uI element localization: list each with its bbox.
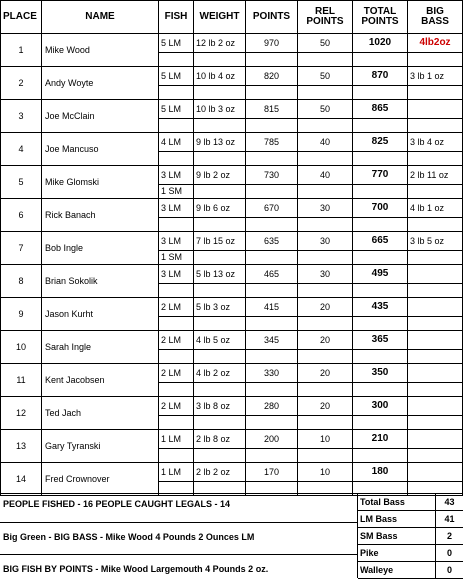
fish-count: 3 LM bbox=[159, 265, 194, 284]
stat-row bbox=[358, 545, 463, 562]
empty-cell bbox=[194, 185, 246, 199]
header-fish: FISH bbox=[159, 1, 194, 34]
empty-cell bbox=[408, 317, 463, 331]
place-cell: 10 bbox=[1, 331, 42, 364]
empty-cell bbox=[353, 449, 408, 463]
stat-row bbox=[358, 511, 463, 528]
stat-label: SM Bass bbox=[360, 531, 398, 541]
angler-name: Joe Mancuso bbox=[42, 133, 159, 166]
stat-value: 0 bbox=[446, 565, 452, 575]
weight-cell: 9 lb 13 oz bbox=[194, 133, 246, 152]
empty-cell bbox=[353, 416, 408, 430]
points-cell: 345 bbox=[246, 331, 298, 350]
empty-cell bbox=[194, 449, 246, 463]
fish-count-secondary bbox=[159, 416, 194, 430]
points-cell: 815 bbox=[246, 100, 298, 119]
place-cell: 6 bbox=[1, 199, 42, 232]
header-total-points bbox=[353, 1, 408, 34]
angler-name: Jason Kurht bbox=[42, 298, 159, 331]
fish-count: 2 LM bbox=[159, 397, 194, 416]
angler-name: Sarah Ingle bbox=[42, 331, 159, 364]
fish-count-secondary bbox=[159, 218, 194, 232]
summary-big-fish-by-points: BIG FISH BY POINTS - Mike Wood Largemouth 4 Pounds 2 oz. bbox=[3, 564, 269, 574]
points-cell: 465 bbox=[246, 265, 298, 284]
big-bass-cell: 3 lb 4 oz bbox=[408, 133, 463, 152]
points-cell: 635 bbox=[246, 232, 298, 251]
fish-count-secondary bbox=[159, 317, 194, 331]
empty-cell bbox=[408, 86, 463, 100]
fish-count: 3 LM bbox=[159, 199, 194, 218]
empty-cell bbox=[194, 383, 246, 397]
total-points-cell: 700 bbox=[353, 199, 408, 218]
table-row bbox=[1, 100, 463, 119]
table-row bbox=[1, 199, 463, 218]
fish-count: 2 LM bbox=[159, 331, 194, 350]
header-big-bass bbox=[408, 1, 463, 34]
points-cell: 670 bbox=[246, 199, 298, 218]
big-bass-cell: 3 lb 1 oz bbox=[408, 67, 463, 86]
points-cell: 970 bbox=[246, 34, 298, 53]
place-cell: 1 bbox=[1, 34, 42, 67]
empty-cell bbox=[246, 152, 298, 166]
rel-points-cell: 10 bbox=[298, 463, 353, 482]
empty-cell bbox=[246, 185, 298, 199]
big-bass-cell bbox=[408, 430, 463, 449]
empty-cell bbox=[408, 449, 463, 463]
empty-cell bbox=[353, 119, 408, 133]
empty-cell bbox=[246, 350, 298, 364]
empty-cell bbox=[408, 350, 463, 364]
big-bass-cell bbox=[408, 364, 463, 383]
stat-row bbox=[358, 528, 463, 545]
total-points-cell: 665 bbox=[353, 232, 408, 251]
header-weight: WEIGHT bbox=[194, 1, 246, 34]
total-points-cell: 770 bbox=[353, 166, 408, 185]
header-rel-points-line2: POINTS bbox=[306, 16, 344, 27]
header-name: NAME bbox=[42, 1, 159, 34]
place-cell: 12 bbox=[1, 397, 42, 430]
empty-cell bbox=[194, 317, 246, 331]
empty-cell bbox=[353, 86, 408, 100]
header-total-points-line1: TOTAL bbox=[363, 6, 397, 17]
empty-cell bbox=[353, 317, 408, 331]
empty-cell bbox=[298, 185, 353, 199]
total-points-cell: 350 bbox=[353, 364, 408, 383]
empty-cell bbox=[298, 152, 353, 166]
empty-cell bbox=[194, 416, 246, 430]
place-cell: 4 bbox=[1, 133, 42, 166]
angler-name: Kent Jacobsen bbox=[42, 364, 159, 397]
big-bass-cell bbox=[408, 397, 463, 416]
place-cell: 9 bbox=[1, 298, 42, 331]
empty-cell bbox=[353, 284, 408, 298]
angler-name: Joe McClain bbox=[42, 100, 159, 133]
rel-points-cell: 50 bbox=[298, 34, 353, 53]
stat-row bbox=[358, 494, 463, 511]
total-points-cell: 495 bbox=[353, 265, 408, 284]
fish-count-secondary bbox=[159, 86, 194, 100]
angler-name: Andy Woyte bbox=[42, 67, 159, 100]
angler-name: Mike Glomski bbox=[42, 166, 159, 199]
rel-points-cell: 40 bbox=[298, 133, 353, 152]
total-points-cell: 870 bbox=[353, 67, 408, 86]
rel-points-cell: 20 bbox=[298, 298, 353, 317]
rel-points-cell: 20 bbox=[298, 331, 353, 350]
empty-cell bbox=[246, 317, 298, 331]
stat-label: LM Bass bbox=[360, 514, 398, 524]
total-points-cell: 825 bbox=[353, 133, 408, 152]
empty-cell bbox=[194, 53, 246, 67]
weight-cell: 9 lb 2 oz bbox=[194, 166, 246, 185]
header-big-bass-line1: BIG bbox=[426, 6, 444, 17]
rel-points-cell: 50 bbox=[298, 100, 353, 119]
points-cell: 330 bbox=[246, 364, 298, 383]
empty-cell bbox=[194, 86, 246, 100]
weight-cell: 3 lb 8 oz bbox=[194, 397, 246, 416]
stat-label: Total Bass bbox=[360, 497, 405, 507]
empty-cell bbox=[408, 53, 463, 67]
rel-points-cell: 30 bbox=[298, 265, 353, 284]
total-points-cell: 180 bbox=[353, 463, 408, 482]
empty-cell bbox=[408, 152, 463, 166]
big-bass-cell: 4lb2oz bbox=[408, 34, 463, 53]
empty-cell bbox=[194, 152, 246, 166]
table-row bbox=[1, 331, 463, 350]
header-rel-points-line1: REL bbox=[315, 6, 335, 17]
fish-count: 4 LM bbox=[159, 133, 194, 152]
big-bass-cell: 4 lb 1 oz bbox=[408, 199, 463, 218]
fish-count: 3 LM bbox=[159, 232, 194, 251]
empty-cell bbox=[353, 218, 408, 232]
table-row bbox=[1, 133, 463, 152]
empty-cell bbox=[298, 284, 353, 298]
table-row bbox=[1, 463, 463, 482]
table-row bbox=[1, 34, 463, 53]
fish-count: 5 LM bbox=[159, 67, 194, 86]
angler-name: Mike Wood bbox=[42, 34, 159, 67]
place-cell: 2 bbox=[1, 67, 42, 100]
table-row bbox=[1, 67, 463, 86]
header-row bbox=[1, 1, 463, 34]
stats-box bbox=[357, 494, 463, 578]
header-points: POINTS bbox=[246, 1, 298, 34]
table-row bbox=[1, 298, 463, 317]
table-row bbox=[1, 364, 463, 383]
empty-cell bbox=[408, 185, 463, 199]
weight-cell: 4 lb 5 oz bbox=[194, 331, 246, 350]
empty-cell bbox=[246, 284, 298, 298]
place-cell: 7 bbox=[1, 232, 42, 265]
rel-points-cell: 50 bbox=[298, 67, 353, 86]
fish-count-secondary bbox=[159, 53, 194, 67]
total-points-cell: 865 bbox=[353, 100, 408, 119]
rel-points-cell: 40 bbox=[298, 166, 353, 185]
fish-count: 5 LM bbox=[159, 100, 194, 119]
angler-name: Fred Crownover bbox=[42, 463, 159, 496]
stat-label: Pike bbox=[360, 548, 379, 558]
points-cell: 730 bbox=[246, 166, 298, 185]
empty-cell bbox=[246, 449, 298, 463]
summary-people-fished: PEOPLE FISHED - 16 PEOPLE CAUGHT LEGALS - 14 bbox=[3, 499, 231, 509]
weight-cell: 5 lb 13 oz bbox=[194, 265, 246, 284]
stat-row bbox=[358, 562, 463, 579]
empty-cell bbox=[353, 152, 408, 166]
empty-cell bbox=[298, 416, 353, 430]
empty-cell bbox=[353, 251, 408, 265]
place-cell: 11 bbox=[1, 364, 42, 397]
total-points-cell: 365 bbox=[353, 331, 408, 350]
empty-cell bbox=[298, 53, 353, 67]
stat-value: 43 bbox=[444, 497, 455, 507]
table-row bbox=[1, 166, 463, 185]
empty-cell bbox=[298, 119, 353, 133]
header-rel-points bbox=[298, 1, 353, 34]
angler-name: Bob Ingle bbox=[42, 232, 159, 265]
big-bass-cell bbox=[408, 100, 463, 119]
table-row bbox=[1, 397, 463, 416]
empty-cell bbox=[194, 218, 246, 232]
angler-name: Rick Banach bbox=[42, 199, 159, 232]
rel-points-cell: 20 bbox=[298, 364, 353, 383]
rel-points-cell: 20 bbox=[298, 397, 353, 416]
empty-cell bbox=[246, 383, 298, 397]
big-bass-cell bbox=[408, 265, 463, 284]
total-points-cell: 300 bbox=[353, 397, 408, 416]
empty-cell bbox=[246, 218, 298, 232]
summary-big-green: Big Green - BIG BASS - Mike Wood 4 Pounds 2 Ounces LM bbox=[3, 532, 255, 542]
empty-cell bbox=[408, 251, 463, 265]
empty-cell bbox=[194, 350, 246, 364]
rel-points-cell: 30 bbox=[298, 199, 353, 218]
divider bbox=[0, 522, 357, 523]
empty-cell bbox=[246, 119, 298, 133]
fish-count-secondary: 1 SM bbox=[159, 185, 194, 199]
angler-name: Ted Jach bbox=[42, 397, 159, 430]
header-place: PLACE bbox=[1, 1, 42, 34]
fish-count: 2 LM bbox=[159, 298, 194, 317]
fish-count-secondary bbox=[159, 152, 194, 166]
table-row bbox=[1, 430, 463, 449]
total-points-cell: 435 bbox=[353, 298, 408, 317]
empty-cell bbox=[353, 383, 408, 397]
stat-value: 2 bbox=[446, 531, 452, 541]
empty-cell bbox=[353, 53, 408, 67]
fish-count: 1 LM bbox=[159, 463, 194, 482]
rel-points-cell: 10 bbox=[298, 430, 353, 449]
weight-cell: 7 lb 15 oz bbox=[194, 232, 246, 251]
fish-count: 2 LM bbox=[159, 364, 194, 383]
angler-name: Brian Sokolik bbox=[42, 265, 159, 298]
fish-count-secondary bbox=[159, 449, 194, 463]
points-cell: 415 bbox=[246, 298, 298, 317]
weight-cell: 10 lb 3 oz bbox=[194, 100, 246, 119]
place-cell: 8 bbox=[1, 265, 42, 298]
angler-name: Gary Tyranski bbox=[42, 430, 159, 463]
table-row bbox=[1, 232, 463, 251]
weight-cell: 9 lb 6 oz bbox=[194, 199, 246, 218]
empty-cell bbox=[408, 416, 463, 430]
fish-count-secondary bbox=[159, 284, 194, 298]
empty-cell bbox=[246, 251, 298, 265]
weight-cell: 2 lb 8 oz bbox=[194, 430, 246, 449]
empty-cell bbox=[408, 284, 463, 298]
fish-count-secondary bbox=[159, 350, 194, 364]
total-points-cell: 210 bbox=[353, 430, 408, 449]
empty-cell bbox=[194, 251, 246, 265]
weight-cell: 4 lb 2 oz bbox=[194, 364, 246, 383]
empty-cell bbox=[246, 86, 298, 100]
weight-cell: 5 lb 3 oz bbox=[194, 298, 246, 317]
empty-cell bbox=[298, 449, 353, 463]
stat-value: 41 bbox=[444, 514, 455, 524]
points-cell: 280 bbox=[246, 397, 298, 416]
points-cell: 785 bbox=[246, 133, 298, 152]
empty-cell bbox=[298, 350, 353, 364]
summary-footer bbox=[0, 493, 462, 578]
fish-count-secondary bbox=[159, 383, 194, 397]
place-cell: 14 bbox=[1, 463, 42, 496]
stat-value: 0 bbox=[446, 548, 452, 558]
weight-cell: 2 lb 2 oz bbox=[194, 463, 246, 482]
empty-cell bbox=[353, 350, 408, 364]
empty-cell bbox=[408, 119, 463, 133]
empty-cell bbox=[298, 383, 353, 397]
empty-cell bbox=[246, 416, 298, 430]
big-bass-cell bbox=[408, 298, 463, 317]
big-bass-cell: 3 lb 5 oz bbox=[408, 232, 463, 251]
points-cell: 200 bbox=[246, 430, 298, 449]
empty-cell bbox=[408, 218, 463, 232]
big-bass-cell bbox=[408, 463, 463, 482]
points-cell: 170 bbox=[246, 463, 298, 482]
empty-cell bbox=[353, 185, 408, 199]
place-cell: 3 bbox=[1, 100, 42, 133]
empty-cell bbox=[298, 86, 353, 100]
fish-count-secondary: 1 SM bbox=[159, 251, 194, 265]
fish-count-secondary bbox=[159, 119, 194, 133]
empty-cell bbox=[194, 284, 246, 298]
fish-count: 3 LM bbox=[159, 166, 194, 185]
empty-cell bbox=[408, 383, 463, 397]
big-bass-cell bbox=[408, 331, 463, 350]
weight-cell: 12 lb 2 oz bbox=[194, 34, 246, 53]
empty-cell bbox=[194, 119, 246, 133]
stat-label: Walleye bbox=[360, 565, 394, 575]
total-points-cell: 1020 bbox=[353, 34, 408, 53]
fish-count: 5 LM bbox=[159, 34, 194, 53]
empty-cell bbox=[298, 218, 353, 232]
empty-cell bbox=[298, 251, 353, 265]
divider bbox=[0, 554, 357, 555]
empty-cell bbox=[298, 317, 353, 331]
header-total-points-line2: POINTS bbox=[361, 16, 399, 27]
place-cell: 13 bbox=[1, 430, 42, 463]
points-cell: 820 bbox=[246, 67, 298, 86]
table-row bbox=[1, 265, 463, 284]
big-bass-cell: 2 lb 11 oz bbox=[408, 166, 463, 185]
place-cell: 5 bbox=[1, 166, 42, 199]
empty-cell bbox=[246, 53, 298, 67]
header-big-bass-line2: BASS bbox=[421, 16, 449, 27]
rel-points-cell: 30 bbox=[298, 232, 353, 251]
weight-cell: 10 lb 4 oz bbox=[194, 67, 246, 86]
fish-count: 1 LM bbox=[159, 430, 194, 449]
